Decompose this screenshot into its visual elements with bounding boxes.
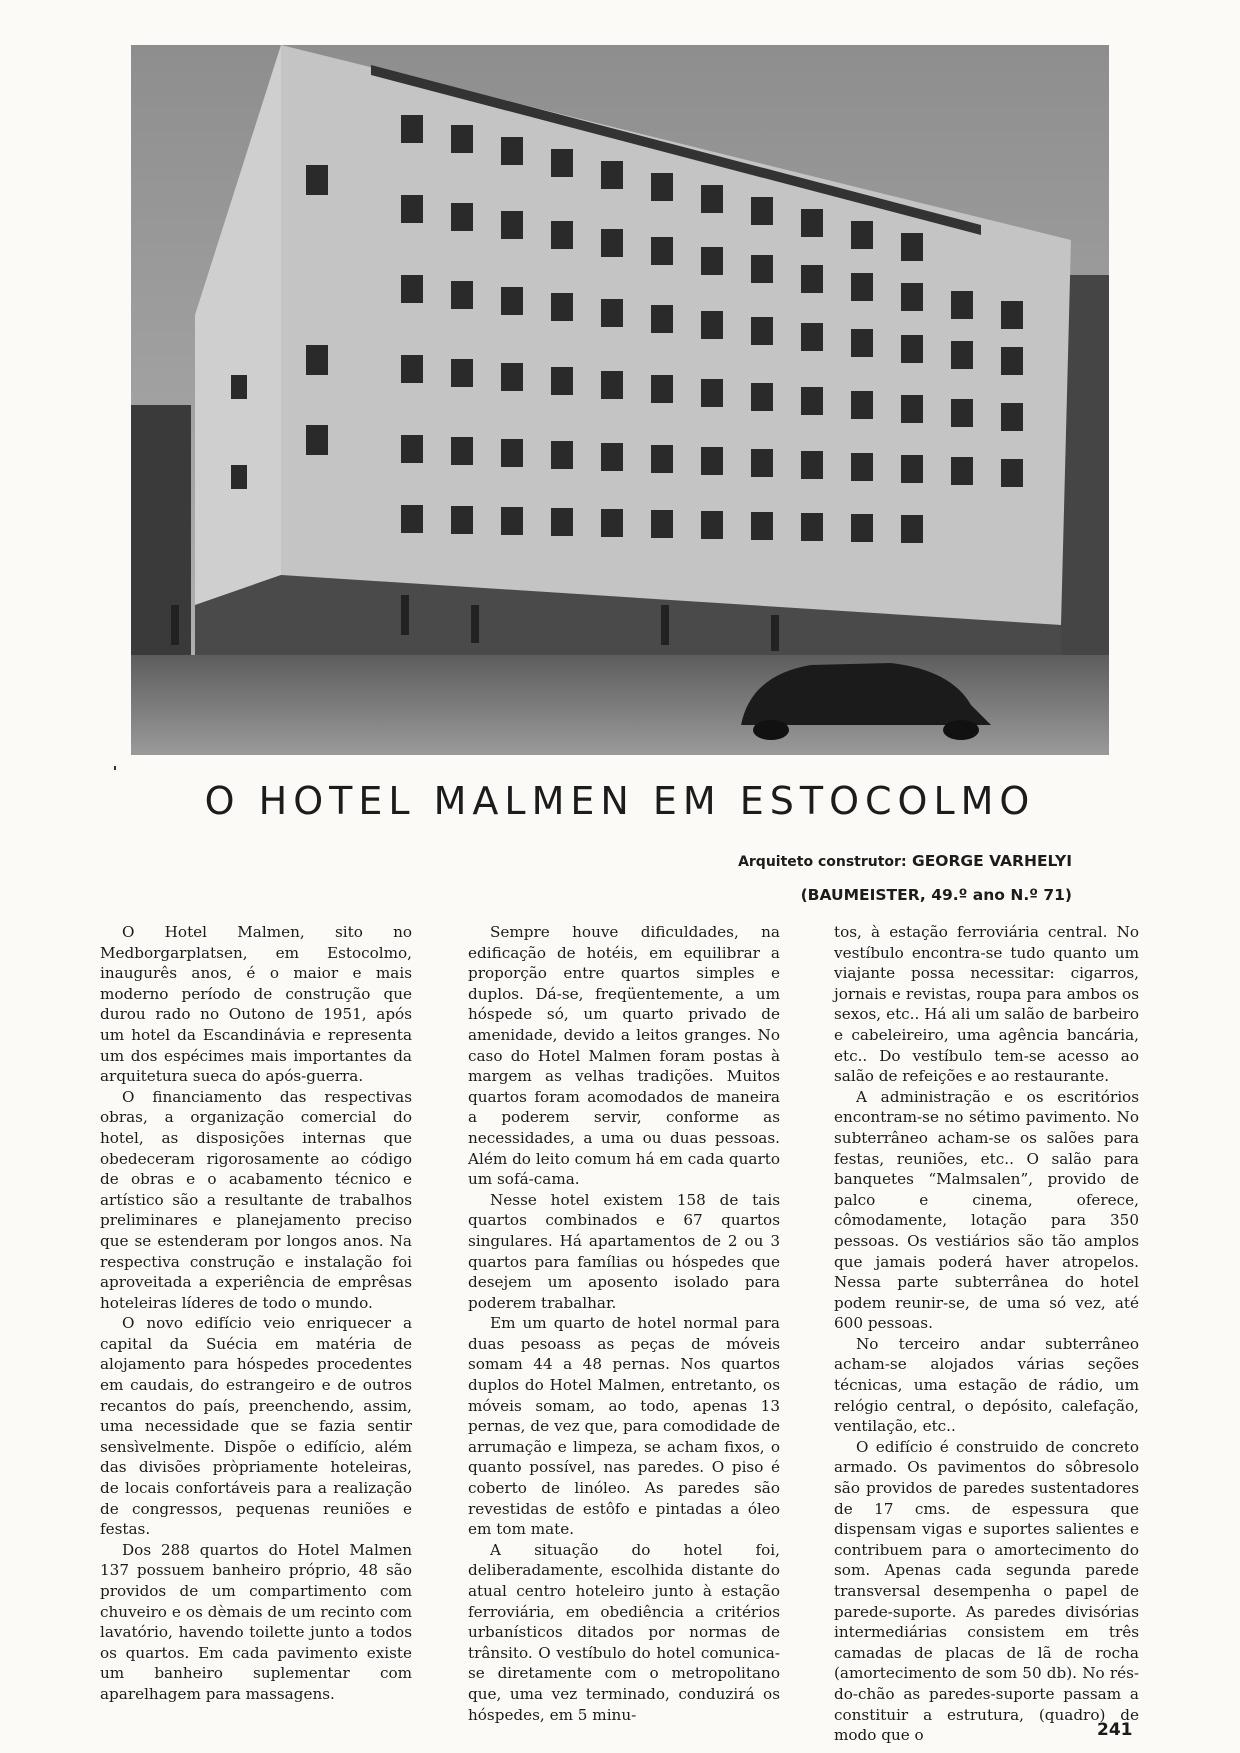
paragraph: Em um quarto de hotel normal para duas pesoass as peças de móveis somam 44 a 48 pernas. Nos quartos duplos do Hotel Malmen, entretanto, os móveis somam, ao todo, apenas 13 pernas, de vez que, para comodidade de arrumação e limpeza, se acham fixos, o quanto possível, nas paredes. O piso é coberto de linóleo. As paredes são revestidas de estôfo e pintadas a óleo em tom mate. [468, 1314, 780, 1539]
text-column-3 [834, 922, 1139, 1746]
paragraph: No terceiro andar subterrâneo acham-se alojados várias seções técnicas, uma estação de rádio, um relógio central, o depósito, calefação, ventilação, etc.. [834, 1334, 1139, 1436]
paragraph: Sempre houve dificuldades, na edificação de hotéis, em equilibrar a proporção entre quartos simples e duplos. Dá-se, freqüentemente, a um hóspede só, um quarto privado de amenidade, devido a leitos granges. No caso do Hotel Malmen foram postas à margem as velhas tradições. Muitos quartos foram acomodados de maneira a poderem servir, conforme as necessidades, a uma ou duas pessoas. Além do leito comum há em cada quarto um sofá-cama. [468, 923, 780, 1189]
text-column-2 [468, 922, 780, 1725]
paragraph: tos, à estação ferroviária central. No vestíbulo encontra-se tudo quanto um viajante possa necessitar: cigarros, jornais e revistas, roupa para ambos os sexos, etc.. Há ali um salão de barbeiro e cabeleireiro, uma agência bancária, etc.. Do vestíbulo tem-se acesso ao salão de refeições e ao restaurante. [834, 923, 1139, 1086]
architect-label: Arquiteto construtor: [738, 854, 907, 870]
article-title: O HOTEL MALMEN EM ESTOCOLMO [204, 779, 1036, 823]
source-credit: (BAUMEISTER, 49.º ano N.º 71) [800, 886, 1072, 904]
paragraph: O financiamento das respectivas obras, a organização comercial do hotel, as disposições internas que obedeceram rigorosamente ao código de obras e o acabamento técnico e artístico são a resultante de trabalhos preliminares e planejamento preciso que se estenderam por longos anos. Na respectiva construção e instalação foi aproveitada a experiência de emprêsas hoteleiras líderes de todo o mundo. [100, 1087, 412, 1312]
architect-credit [738, 852, 1072, 870]
paragraph: O novo edifício veio enriquecer a capital da Suécia em matéria de alojamento para hóspedes procedentes em caudais, do estrangeiro e de outros recantos do país, preenchendo, assim, uma necessidade que se fazia sentir sensìvelmente. Dispõe o edifício, além das divisões pròpriamente hoteleiras, de locais confortáveis para a realização de congressos, pequenas reuniões e festas. [100, 1314, 412, 1539]
print-mark [114, 766, 116, 770]
paragraph: A situação do hotel foi, deliberadamente, escolhida distante do atual centro hoteleiro junto à estação ferroviária, em obediência a critérios urbanísticos ditados por normas de trânsito. O vestíbulo do hotel comunica-se diretamente com o metropolitano que, uma vez terminado, conduzirá os hóspedes, em 5 minu- [468, 1540, 780, 1724]
building-photo-icon [131, 45, 1109, 755]
hotel-building-photo [131, 45, 1109, 755]
text-column-1 [100, 922, 412, 1705]
paragraph: Nesse hotel existem 158 de tais quartos combinados e 67 quartos singulares. Há apartamentos de 2 ou 3 quartos para famílias ou hóspedes que desejem um aposento isolado para poderem trabalhar. [468, 1190, 780, 1312]
paragraph: O Hotel Malmen, sito no Medborgarplatsen, em Estocolmo, inaugurês anos, é o maior e mais moderno período de construção que durou rado no Outono de 1951, após um hotel da Escandinávia e representa um dos espécimes mais importantes da arquitetura sueca do após-guerra. [100, 923, 412, 1086]
paragraph: Dos 288 quartos do Hotel Malmen 137 possuem banheiro próprio, 48 são providos de um compartimento com chuveiro e os dèmais de um recinto com lavatório, havendo toilette junto a todos os quartos. Em cada pavimento existe um banheiro suplementar com aparelhagem para massagens. [100, 1540, 412, 1703]
paragraph: O edifício é construido de concreto armado. Os pavimentos do sôbresolo são providos de paredes sustentadores de 17 cms. de espessura que dispensam vigas e suportes salientes e contribuem para o amortecimento do som. Apenas cada segunda parede transversal desempenha o papel de parede-suporte. As paredes divisórias intermediárias consistem em três camadas de placas de lã de rocha (amortecimento de som 50 db). No rés-do-chão as paredes-suporte passam a constituir a estrutura, (quadro) de modo que o [834, 1437, 1139, 1745]
page-number: 241 [1097, 1720, 1133, 1740]
paragraph: A administração e os escritórios encontram-se no sétimo pavimento. No subterrâneo acham-se os salões para festas, reuniões, etc.. O salão para banquetes “Malmsalen”, provido de palco e cinema, oferece, cômodamente, lotação para 350 pessoas. Os vestiários são tão amplos que jamais poderá haver atropelos. Nessa parte subterrânea do hotel podem reunir-se, de uma só vez, até 600 pessoas. [834, 1087, 1139, 1333]
architect-name: GEORGE VARHELYI [911, 852, 1072, 870]
